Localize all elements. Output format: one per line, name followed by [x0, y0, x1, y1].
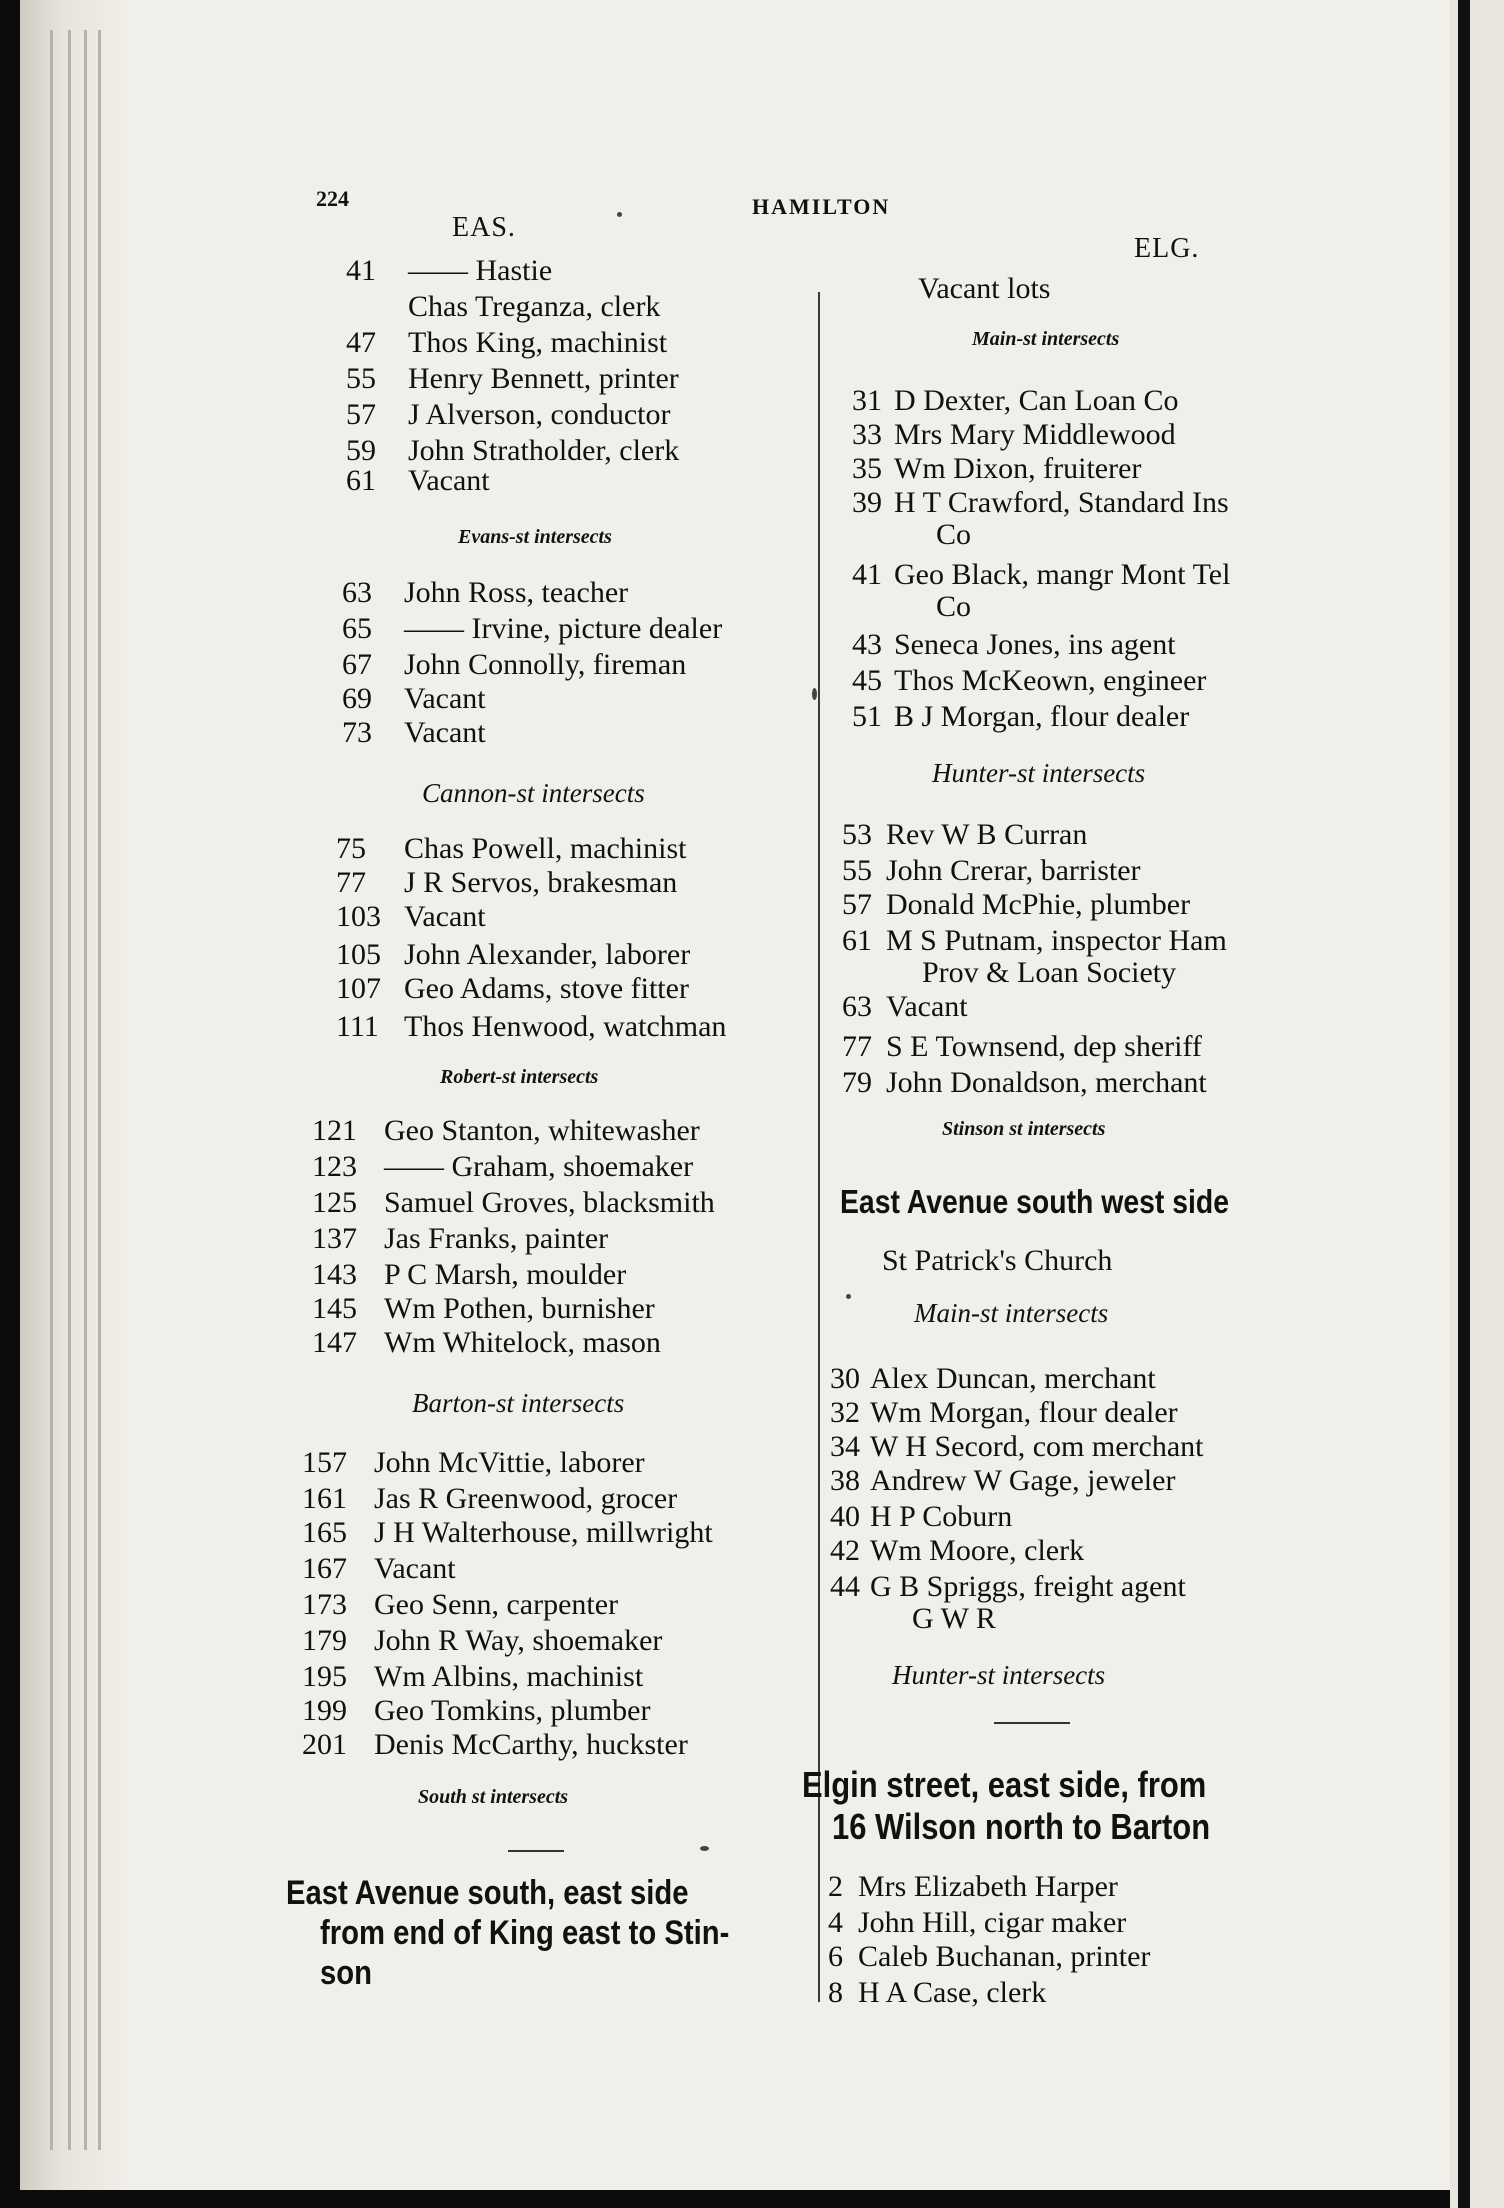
directory-entry — [346, 362, 679, 396]
resident-name: John Ross, teacher — [404, 576, 629, 609]
left-section-heading-line2: from end of King east to Stin- — [320, 1914, 730, 1952]
street-intersection: Barton-st intersects — [412, 1388, 625, 1418]
directory-entry — [346, 464, 490, 498]
directory-entry — [336, 900, 486, 934]
directory-entry — [336, 972, 689, 1006]
house-number: 38 — [830, 1464, 860, 1497]
directory-entry — [830, 1534, 1084, 1568]
house-number: 111 — [336, 1010, 379, 1043]
street-intersection: Cannon-st intersects — [422, 778, 645, 808]
directory-entry — [346, 398, 670, 432]
house-number: 8 — [828, 1976, 843, 2009]
house-number: 145 — [312, 1292, 357, 1325]
street-intersection: Main-st intersects — [914, 1298, 1109, 1328]
house-number: 57 — [842, 888, 872, 921]
resident-name: Andrew W Gage, jeweler — [870, 1464, 1176, 1497]
directory-entry — [842, 854, 1141, 888]
resident-name: Geo Stanton, whitewasher — [384, 1114, 700, 1147]
resident-name: John R Way, shoemaker — [374, 1624, 663, 1657]
house-number: 165 — [302, 1516, 347, 1549]
resident-name: Geo Adams, stove fitter — [404, 972, 689, 1005]
directory-entry — [346, 326, 667, 360]
directory-entry — [312, 1222, 608, 1256]
resident-name: Mrs Mary Middlewood — [894, 418, 1176, 451]
house-number: 61 — [346, 464, 376, 497]
resident-name: John Hill, cigar maker — [858, 1906, 1127, 1939]
house-number: 69 — [342, 682, 372, 715]
house-number: 30 — [830, 1362, 860, 1395]
directory-entry — [346, 290, 660, 324]
street-intersection: Stinson st intersects — [942, 1118, 1106, 1140]
elgin-heading-line2: 16 Wilson north to Barton — [832, 1806, 1211, 1847]
ink-speck — [846, 1294, 851, 1299]
resident-name: Wm Moore, clerk — [870, 1534, 1085, 1567]
directory-entry — [908, 272, 1050, 306]
entry-continuation: Co — [936, 518, 972, 551]
resident-name: Samuel Groves, blacksmith — [384, 1186, 715, 1219]
house-number: 33 — [852, 418, 882, 451]
ink-speck — [812, 688, 817, 700]
house-number: 40 — [830, 1500, 860, 1533]
house-number: 77 — [842, 1030, 872, 1063]
directory-entry — [302, 1516, 713, 1550]
house-number: 41 — [346, 254, 376, 287]
directory-entry — [312, 1186, 715, 1220]
house-number: 31 — [852, 384, 882, 417]
ink-speck — [700, 1846, 709, 1851]
house-number: 157 — [302, 1446, 347, 1479]
resident-name: G B Spriggs, freight agent — [870, 1570, 1186, 1603]
directory-entry — [302, 1446, 645, 1480]
directory-entry — [302, 1624, 662, 1658]
resident-name: Alex Duncan, merchant — [870, 1362, 1156, 1395]
directory-entry — [842, 888, 1190, 922]
left-section-heading-line3: son — [320, 1954, 372, 1992]
directory-entry — [842, 990, 968, 1024]
directory-entry — [828, 1906, 1126, 1940]
house-number: 125 — [312, 1186, 357, 1219]
house-number: 63 — [842, 990, 872, 1023]
resident-name: Mrs Elizabeth Harper — [858, 1870, 1118, 1903]
directory-entry — [336, 1010, 726, 1044]
house-number: 79 — [842, 1066, 872, 1099]
resident-name: S E Townsend, dep sheriff — [886, 1030, 1202, 1063]
house-number: 55 — [346, 362, 376, 395]
house-number: 161 — [302, 1482, 347, 1515]
directory-entry — [336, 938, 690, 972]
directory-entry — [842, 1066, 1207, 1100]
directory-entry — [852, 452, 1141, 486]
resident-name: Rev W B Curran — [886, 818, 1088, 851]
house-number: 167 — [302, 1552, 347, 1585]
resident-name: John McVittie, laborer — [374, 1446, 645, 1479]
resident-name: Vacant — [404, 900, 486, 933]
entry-continuation: Prov & Loan Society — [922, 956, 1177, 989]
directory-entry — [302, 1694, 651, 1728]
directory-entry — [830, 1500, 1012, 1534]
resident-name: Wm Pothen, burnisher — [384, 1292, 655, 1325]
directory-entry — [842, 924, 1227, 958]
resident-name: John Stratholder, clerk — [408, 434, 680, 467]
directory-entry — [336, 832, 686, 866]
house-number: 61 — [842, 924, 872, 957]
ink-speck — [617, 212, 622, 217]
directory-entry — [852, 486, 1229, 520]
resident-name: John Connolly, fireman — [404, 648, 687, 681]
guide-word-left: EAS. — [452, 212, 516, 243]
directory-entry — [852, 418, 1176, 452]
directory-entry — [828, 1976, 1046, 2010]
church-entry: St Patrick's Church — [882, 1244, 1113, 1277]
resident-name: P C Marsh, moulder — [384, 1258, 627, 1291]
house-number: 35 — [852, 452, 882, 485]
directory-entry — [828, 1940, 1150, 1974]
resident-name: J Alverson, conductor — [408, 398, 671, 431]
directory-entry — [842, 1030, 1202, 1064]
directory-entry — [342, 648, 686, 682]
resident-name: Seneca Jones, ins agent — [894, 628, 1176, 661]
resident-name: Geo Black, mangr Mont Tel — [894, 558, 1231, 591]
resident-name: Jas R Greenwood, grocer — [374, 1482, 678, 1515]
resident-name: Thos Henwood, watchman — [404, 1010, 727, 1043]
house-number: 67 — [342, 648, 372, 681]
separator-dash — [994, 1722, 1070, 1724]
resident-name: D Dexter, Can Loan Co — [894, 384, 1179, 417]
resident-name: Wm Whitelock, mason — [384, 1326, 661, 1359]
resident-name: H T Crawford, Standard Ins — [894, 486, 1229, 519]
directory-entry — [302, 1660, 643, 1694]
resident-name: —— Graham, shoemaker — [384, 1150, 694, 1183]
resident-name: Thos McKeown, engineer — [894, 664, 1207, 697]
directory-entry — [852, 384, 1179, 418]
directory-entry — [302, 1552, 456, 1586]
house-number: 45 — [852, 664, 882, 697]
directory-entry — [342, 576, 628, 610]
resident-name: —— Irvine, picture dealer — [404, 612, 723, 645]
left-section-heading-line1: East Avenue south, east side — [286, 1874, 689, 1912]
resident-name: Chas Treganza, clerk — [408, 290, 661, 323]
street-intersection: Main-st intersects — [972, 328, 1120, 350]
house-number: 105 — [336, 938, 381, 971]
resident-name: Vacant — [408, 464, 490, 497]
house-number: 44 — [830, 1570, 860, 1603]
directory-entry — [852, 664, 1206, 698]
directory-entry — [302, 1588, 618, 1622]
directory-entry — [342, 716, 486, 750]
house-number: 2 — [828, 1870, 843, 1903]
directory-entry — [852, 628, 1176, 662]
resident-name: Vacant — [404, 682, 486, 715]
house-number: 47 — [346, 326, 376, 359]
resident-name: J R Servos, brakesman — [404, 866, 678, 899]
directory-entry — [312, 1114, 700, 1148]
resident-name: M S Putnam, inspector Ham — [886, 924, 1227, 957]
directory-entry — [302, 1482, 677, 1516]
resident-name: Geo Senn, carpenter — [374, 1588, 619, 1621]
house-number: 39 — [852, 486, 882, 519]
street-intersection: Robert-st intersects — [440, 1066, 599, 1088]
resident-name: John Alexander, laborer — [404, 938, 691, 971]
resident-name: John Donaldson, merchant — [886, 1066, 1207, 1099]
house-number: 55 — [842, 854, 872, 887]
directory-entry — [852, 558, 1230, 592]
directory-entry — [312, 1258, 626, 1292]
resident-name: H P Coburn — [870, 1500, 1013, 1533]
directory-entry — [336, 866, 677, 900]
resident-name: Henry Bennett, printer — [408, 362, 679, 395]
house-number: 173 — [302, 1588, 347, 1621]
house-number: 103 — [336, 900, 381, 933]
resident-name: Wm Dixon, fruiterer — [894, 452, 1142, 485]
directory-entry — [342, 612, 722, 646]
street-intersection: Hunter-st intersects — [932, 758, 1146, 788]
separator-dash — [508, 1850, 564, 1852]
house-number: 195 — [302, 1660, 347, 1693]
house-number: 137 — [312, 1222, 357, 1255]
directory-entry — [342, 682, 486, 716]
directory-entry — [830, 1464, 1175, 1498]
house-number: 63 — [342, 576, 372, 609]
house-number: 4 — [828, 1906, 843, 1939]
resident-name: Vacant — [886, 990, 968, 1023]
house-number: 51 — [852, 700, 882, 733]
directory-entry — [828, 1870, 1118, 1904]
street-intersection: South st intersects — [418, 1786, 569, 1808]
house-number: 75 — [336, 832, 366, 865]
resident-name: Geo Tomkins, plumber — [374, 1694, 651, 1727]
house-number: 65 — [342, 612, 372, 645]
house-number: 107 — [336, 972, 381, 1005]
house-number: 57 — [346, 398, 376, 431]
resident-name: H A Case, clerk — [858, 1976, 1047, 2009]
directory-entry — [312, 1150, 693, 1184]
house-number: 73 — [342, 716, 372, 749]
resident-name: Vacant — [374, 1552, 456, 1585]
resident-name: Wm Albins, machinist — [374, 1660, 644, 1693]
directory-entry — [830, 1430, 1204, 1464]
directory-entry — [852, 700, 1189, 734]
resident-name: Thos King, machinist — [408, 326, 668, 359]
right-section-heading: East Avenue south west side — [840, 1183, 1230, 1220]
resident-name: John Crerar, barrister — [886, 854, 1141, 887]
resident-name: Jas Franks, painter — [384, 1222, 609, 1255]
directory-entry — [302, 1728, 688, 1762]
house-number: 6 — [828, 1940, 843, 1973]
running-head: HAMILTON — [752, 194, 891, 219]
house-number: 32 — [830, 1396, 860, 1429]
directory-entry — [830, 1396, 1178, 1430]
resident-name: W H Secord, com merchant — [870, 1430, 1204, 1463]
directory-entry — [346, 434, 679, 468]
directory-entry — [346, 254, 552, 288]
house-number: 179 — [302, 1624, 347, 1657]
house-number: 43 — [852, 628, 882, 661]
elgin-heading-line1: Elgin street, east side, from — [802, 1764, 1207, 1805]
house-number: 34 — [830, 1430, 860, 1463]
street-intersection: Evans-st intersects — [458, 526, 612, 548]
resident-name: Wm Morgan, flour dealer — [870, 1396, 1178, 1429]
house-number: 42 — [830, 1534, 860, 1567]
resident-name: J H Walterhouse, millwright — [374, 1516, 713, 1549]
directory-entry — [842, 818, 1087, 852]
house-number: 59 — [346, 434, 376, 467]
resident-name: Denis McCarthy, huckster — [374, 1728, 688, 1761]
directory-entry — [312, 1326, 661, 1360]
directory-entry — [312, 1292, 655, 1326]
house-number: 199 — [302, 1694, 347, 1727]
page-number: 224 — [316, 186, 349, 211]
house-number: 143 — [312, 1258, 357, 1291]
house-number: 121 — [312, 1114, 357, 1147]
resident-name: Vacant — [404, 716, 486, 749]
house-number: 123 — [312, 1150, 357, 1183]
directory-entry — [830, 1570, 1186, 1604]
resident-name: Chas Powell, machinist — [404, 832, 687, 865]
resident-name: Caleb Buchanan, printer — [858, 1940, 1151, 1973]
entry-continuation: Co — [936, 590, 972, 623]
resident-name: Vacant lots — [918, 272, 1051, 305]
entry-continuation: G W R — [912, 1602, 996, 1635]
house-number: 77 — [336, 866, 366, 899]
street-intersection: Hunter-st intersects — [892, 1660, 1106, 1690]
resident-name: —— Hastie — [408, 254, 553, 287]
resident-name: B J Morgan, flour dealer — [894, 700, 1190, 733]
house-number: 201 — [302, 1728, 347, 1761]
directory-entry — [830, 1362, 1156, 1396]
resident-name: Donald McPhie, plumber — [886, 888, 1191, 921]
guide-word-right: ELG. — [1134, 233, 1200, 264]
house-number: 53 — [842, 818, 872, 851]
house-number: 41 — [852, 558, 882, 591]
house-number: 147 — [312, 1326, 357, 1359]
